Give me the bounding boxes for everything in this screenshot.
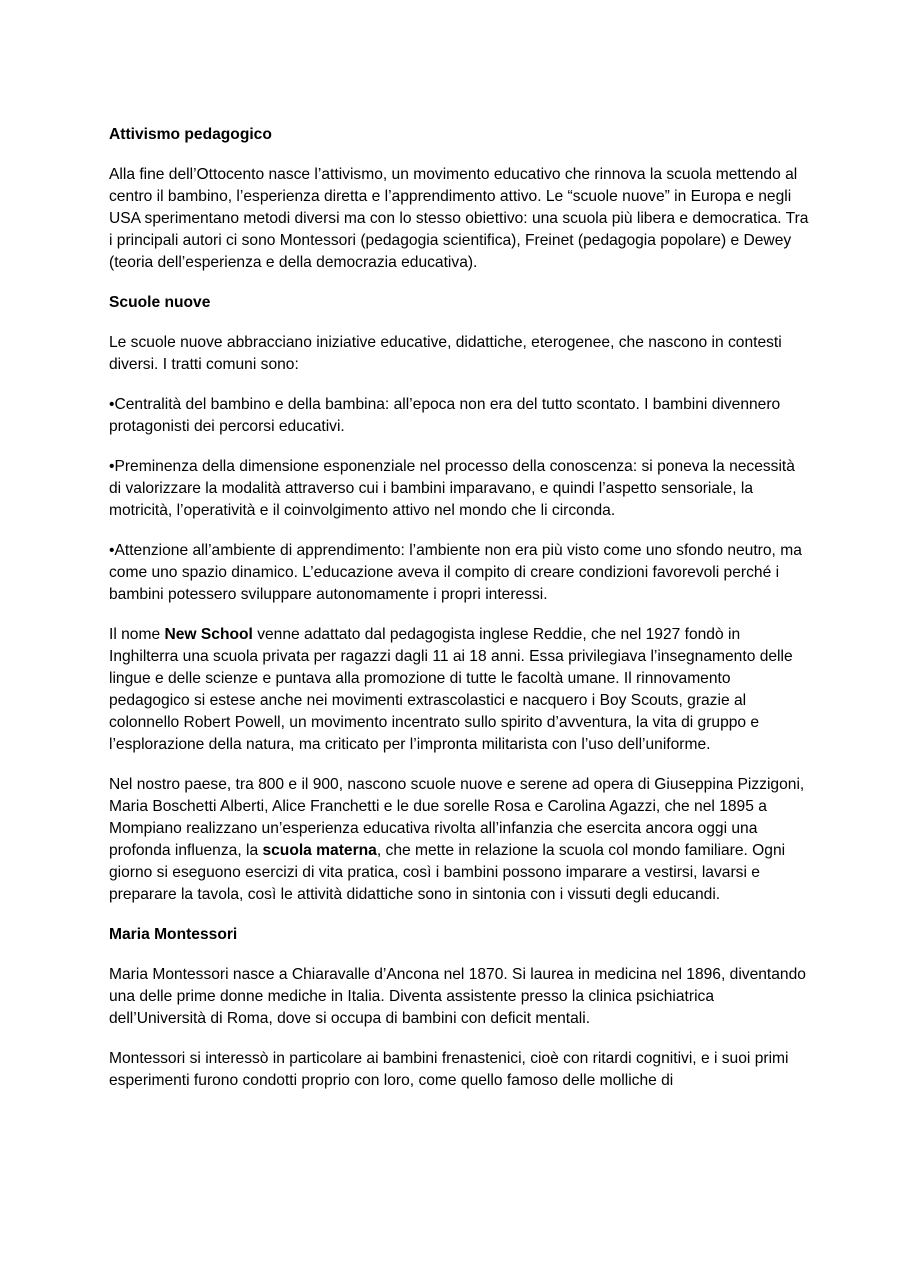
document-page xyxy=(109,124,809,1110)
text-run: venne adattato dal pedagogista inglese Reddie, che nel 1927 fondò in Inghilterra una scuola privata per ragazzi dagli 11 ai 18 anni. Essa privilegiava l’insegnamento delle lingue e delle scienze e puntava alla promozione di tutte le facoltà umane. Il rinnovamento pedagogico si estese anche nei movimenti extrascolastici e nacquero i Boy Scouts, grazie al colonnello Robert Powell, un movimento incentrato sullo spirito d’avventura, la vita di gruppo e l’esplorazione della natura, ma criticato per l’impronta militarista con l’uso dell’uniforme. xyxy=(109,626,793,753)
bullet-preminenza: •Preminenza della dimensione esponenziale nel processo della conoscenza: si poneva la necessità di valorizzare la modalità attraverso cui i bambini imparavano, e quindi l’aspetto sensoriale, la motricità, l’operatività e il coinvolgimento attivo nel mondo che li circonda. xyxy=(109,458,795,519)
paragraph-montessori-2: Montessori si interessò in particolare ai bambini frenastenici, cioè con ritardi cognitivi, e i suoi primi esperimenti furono condotti proprio con loro, come quello famoso delle molliche di xyxy=(109,1050,789,1089)
text-run: Il nome xyxy=(109,626,165,643)
bold-scuola-materna: scuola materna xyxy=(262,842,377,859)
bold-new-school: New School xyxy=(164,626,253,643)
paragraph-italia xyxy=(109,774,809,906)
text-run: , che mette in relazione la scuola col mondo familiare. Ogni giorno si eseguono esercizi di vita pratica, così i bambini possono imparare a vestirsi, lavarsi e preparare la tavola, così le attività didattiche sono in sintonia con i vissuti degli educandi. xyxy=(109,842,786,903)
paragraph-new-school xyxy=(109,624,809,756)
bullet-centralita: •Centralità del bambino e della bambina: all’epoca non era del tutto scontato. I bambini divennero protagonisti dei percorsi educativi. xyxy=(109,396,781,435)
text-run: Nel nostro paese, tra 800 e il 900, nascono scuole nuove e serene ad opera di Giuseppina Pizzigoni, Maria Boschetti Alberti, Alice Franchetti e le due sorelle Rosa e Carolina Agazzi, che nel 1895 a Mompiano realizzano un’esperienza educativa rivolta all’infanzia che esercita ancora oggi una profonda influenza, la xyxy=(109,776,805,859)
paragraph-montessori-1: Maria Montessori nasce a Chiaravalle d’Ancona nel 1870. Si laurea in medicina nel 1896, diventando una delle prime donne mediche in Italia. Diventa assistente presso la clinica psichiatrica dell’Università di Roma, dove si occupa di bambini con deficit mentali. xyxy=(109,966,806,1027)
paragraph-scuole-intro: Le scuole nuove abbracciano iniziative educative, didattiche, eterogenee, che nascono in contesti diversi. I tratti comuni sono: xyxy=(109,334,782,373)
bullet-ambiente: •Attenzione all’ambiente di apprendimento: l’ambiente non era più visto come uno sfondo neutro, ma come uno spazio dinamico. L’educazione aveva il compito di creare condizioni favorevoli perché i bambini potessero sviluppare autonomamente i propri interessi. xyxy=(109,542,802,603)
heading-attivismo: Attivismo pedagogico xyxy=(109,126,272,143)
heading-scuole-nuove: Scuole nuove xyxy=(109,294,211,311)
heading-montessori: Maria Montessori xyxy=(109,926,238,943)
paragraph-attivismo: Alla fine dell’Ottocento nasce l’attivismo, un movimento educativo che rinnova la scuola mettendo al centro il bambino, l’esperienza diretta e l’apprendimento attivo. Le “scuole nuove” in Europa e negli USA sperimentano metodi diversi ma con lo stesso obiettivo: una scuola più libera e democratica. Tra i principali autori ci sono Montessori (pedagogia scientifica), Freinet (pedagogia popolare) e Dewey (teoria dell’esperienza e della democrazia educativa). xyxy=(109,166,809,271)
